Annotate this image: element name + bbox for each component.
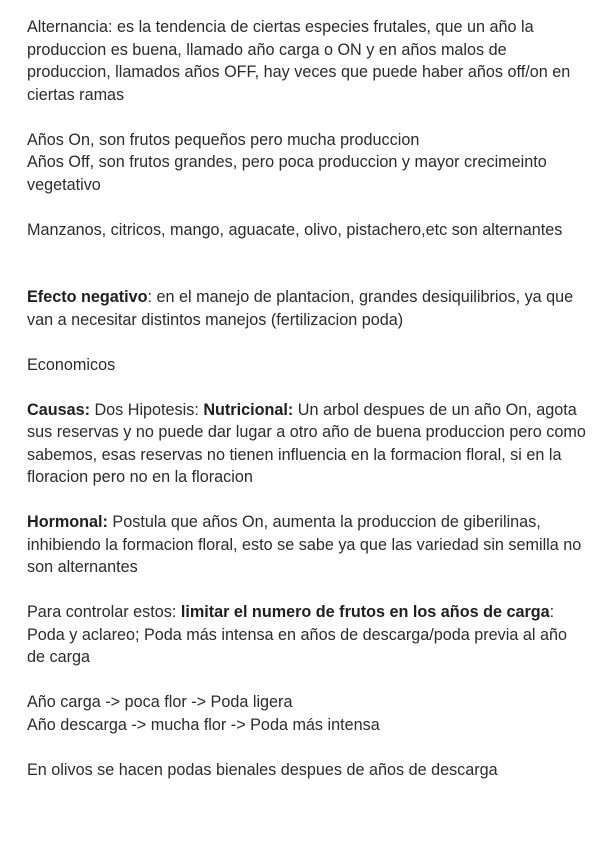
paragraph-ano-carga: Año carga -> poca flor -> Poda ligera: [27, 693, 293, 711]
paragraph-hormonal: [27, 511, 587, 579]
paragraph-species: Manzanos, citricos, mango, aguacate, olivo, pistachero,etc son alternantes: [27, 220, 563, 239]
paragraph-gap: [27, 331, 587, 354]
bold-nutricional: Nutricional:: [203, 400, 294, 419]
document-body: [27, 16, 587, 781]
paragraph-alternancia: Alternancia: es la tendencia de ciertas especies frutales, que un año la produccion es buena, llamado año carga o ON y en años malos de produccion, llamados años OFF, hay veces que puede haber años off/on en ciertas ramas: [27, 18, 571, 104]
paragraph-gap: [27, 736, 587, 759]
paragraph-olivos: En olivos se hacen podas bienales despues de años de descarga: [27, 760, 498, 779]
paragraph-gap: [27, 489, 587, 512]
paragraph-controlar: [27, 601, 587, 624]
text-hipotesis: Dos Hipotesis:: [89, 400, 204, 419]
text-colon: :: [549, 603, 555, 621]
paragraph-poda-aclareo: Poda y aclareo; Poda más intensa en años de descarga/poda previa al año de carga: [27, 625, 567, 666]
bold-causas: Causas:: [27, 400, 90, 419]
paragraph-gap: [27, 376, 587, 399]
paragraph-causas: [27, 399, 587, 489]
paragraph-economicos: Economicos: [27, 355, 116, 374]
paragraph-gap: [27, 106, 587, 129]
paragraph-gap: [27, 669, 587, 692]
text-efecto-negativo: : en el manejo de plantacion, grandes desiquilibrios, ya que van a necesitar distintos manejos (fertilizacion poda): [27, 288, 574, 329]
paragraph-anos-off: Años Off, son frutos grandes, pero poca produccion y mayor crecimeinto vegetativo: [27, 153, 547, 194]
paragraph-ano-descarga: Año descarga -> mucha flor -> Poda más intensa: [27, 715, 380, 734]
bold-hormonal: Hormonal:: [27, 513, 108, 531]
paragraph-anos-on: Años On, son frutos pequeños pero mucha produccion: [27, 130, 420, 149]
text-controlar: Para controlar estos:: [27, 603, 181, 621]
paragraph-gap: [27, 579, 587, 602]
bold-limitar: limitar el numero de frutos en los años de carga: [180, 603, 550, 621]
paragraph-efecto-negativo: [27, 286, 587, 331]
paragraph-gap: [27, 241, 587, 286]
paragraph-gap: [27, 196, 587, 219]
text-nutricional: Un arbol despues de un año On, agota sus reservas y no puede dar lugar a otro año de buena produccion pero como sabemos, esas reservas no tienen influencia en la formacion floral, si en la floracion pero no en la floracion: [27, 400, 586, 486]
text-hormonal: Postula que años On, aumenta la produccion de giberilinas, inhibiendo la formacion floral, esto se sabe ya que las variedad sin semilla no son alternantes: [27, 513, 582, 576]
bold-efecto-negativo: Efecto negativo: [27, 288, 148, 306]
